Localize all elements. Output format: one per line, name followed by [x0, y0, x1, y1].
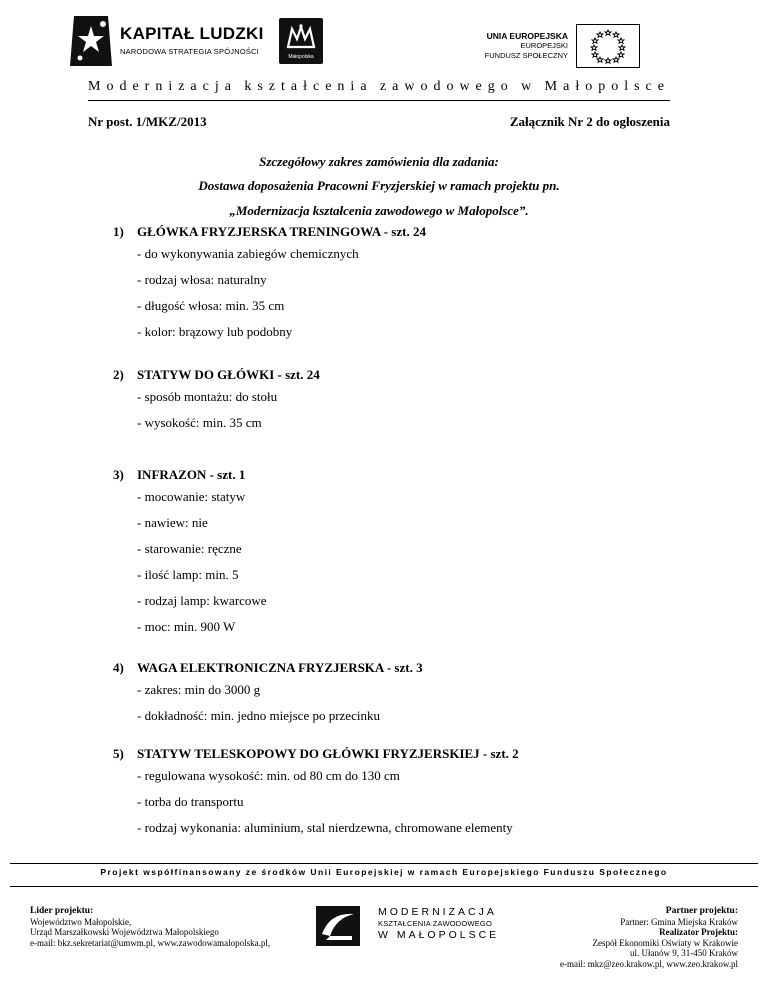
- item-spec: - rodzaj lamp: kwarcowe: [137, 593, 267, 608]
- partner-line: e-mail: mkz@zeo.krakow.pl, www.zeo.krakow.pl: [560, 958, 738, 969]
- item-spec: - rodzaj wykonania: aluminium, stal nierdzewna, chromowane elementy: [137, 820, 513, 835]
- banner-word: Modernizacja: [88, 79, 237, 94]
- item-spec: - długość włosa: min. 35 cm: [137, 298, 285, 313]
- ue-logo-text: [485, 31, 568, 61]
- intro-line-2: Dostawa doposażenia Pracowni Fryzjerskiej w ramach projektu pn.: [198, 178, 560, 193]
- intro-line-3: „Modernizacja kształcenia zawodowego w Małopolsce”.: [229, 203, 529, 218]
- item-spec: - rodzaj włosa: naturalny: [137, 272, 267, 287]
- item-title: [113, 467, 245, 483]
- partner-line: Realizator Projektu:: [659, 927, 738, 937]
- item-title-text: INFRAZON - szt. 1: [137, 467, 246, 482]
- item-spec: - moc: min. 900 W: [137, 619, 236, 634]
- partner-line: Zespół Ekonomiki Oświaty w Krakowie: [592, 937, 738, 948]
- item-spec: - dokładność: min. jedno miejsce po przecinku: [137, 708, 380, 723]
- footer-cofinancing-banner: Projekt współfinansowany ze środków Unii Europejskiej w ramach Europejskiego Funduszu Społecznego: [100, 867, 668, 877]
- item-spec: - mocowanie: statyw: [137, 489, 246, 504]
- ue-line-2: EUROPEJSKI: [520, 41, 568, 50]
- item-title: [113, 367, 320, 383]
- item-spec: - zakres: min do 3000 g: [137, 682, 261, 697]
- item-spec: - do wykonywania zabiegów chemicznych: [137, 246, 359, 261]
- banner-word: zawodowego: [379, 79, 514, 94]
- item-spec: - ilość lamp: min. 5: [137, 567, 239, 582]
- item-spec: - sposób montażu: do stołu: [137, 389, 278, 404]
- malopolska-logo: [279, 18, 323, 64]
- item-spec: - wysokość: min. 35 cm: [137, 415, 262, 430]
- item-spec: - torba do transportu: [137, 794, 244, 809]
- item-number: 4): [113, 660, 124, 675]
- partner-line: ul. Ułanów 9, 31-450 Kraków: [630, 948, 738, 958]
- item-title-text: GŁÓWKA FRYZJERSKA TRENINGOWA - szt. 24: [137, 224, 426, 239]
- mkz-logo-text: [378, 906, 499, 941]
- item-number: 5): [113, 746, 124, 761]
- banner-word: kształcenia: [244, 79, 373, 94]
- ue-line-3: FUNDUSZ SPOŁECZNY: [484, 51, 568, 60]
- item-spec: - kolor: brązowy lub podobny: [137, 324, 293, 339]
- project-leader: [30, 906, 270, 948]
- project-banner: [88, 79, 670, 95]
- footer-divider-bottom: [10, 886, 758, 887]
- kapital-ludzki-subtitle: NARODOWA STRATEGIA SPÓJNOŚCI: [120, 47, 259, 56]
- item-number: 3): [113, 467, 124, 482]
- intro-line-1: Szczegółowy zakres zamówienia dla zadania:: [259, 154, 499, 169]
- attachment-label: Załącznik Nr 2 do ogłoszenia: [509, 114, 670, 129]
- item-number: 1): [113, 224, 124, 239]
- item-spec: - regulowana wysokość: min. od 80 cm do 130 cm: [137, 768, 400, 783]
- item-title-text: STATYW TELESKOPOWY DO GŁÓWKI FRYZJERSKIEJ - szt. 2: [137, 746, 519, 761]
- eu-flag-icon: [576, 24, 640, 68]
- banner-word: w: [521, 79, 538, 94]
- item-title-text: STATYW DO GŁÓWKI - szt. 24: [137, 367, 320, 382]
- lider-line: Urząd Marszałkowski Województwa Małopolskiego: [30, 927, 219, 937]
- lider-line: e-mail: bkz.sekretariat@umwm.pl, www.zawodowamalopolska.pl,: [30, 937, 271, 948]
- lider-line: Województwo Małopolskie,: [30, 916, 132, 927]
- header-divider: [88, 100, 670, 101]
- footer-divider-top: [10, 863, 758, 864]
- item-spec: - starowanie: ręczne: [137, 541, 242, 556]
- lider-heading: Lider projektu:: [30, 906, 94, 916]
- kapital-ludzki-star-icon: [68, 14, 114, 68]
- banner-word: Małopolsce: [544, 79, 670, 94]
- item-title-text: WAGA ELEKTRONICZNA FRYZJERSKA - szt. 3: [137, 660, 423, 675]
- item-title: [113, 660, 423, 676]
- kapital-ludzki-logo: [68, 14, 288, 72]
- partner-line: Partner: Gmina Miejska Kraków: [620, 916, 738, 927]
- item-number: 2): [113, 367, 124, 382]
- ue-line-1: UNIA EUROPEJSKA: [486, 31, 568, 41]
- malopolska-label: Małopolska: [288, 54, 314, 60]
- item-title: [113, 224, 426, 240]
- partner-heading: Partner projektu:: [665, 906, 738, 916]
- mkz-line-1: MODERNIZACJA: [378, 906, 497, 918]
- post-number: Nr post. 1/MKZ/2013: [88, 114, 207, 129]
- mkz-line-3: W MAŁOPOLSCE: [378, 929, 500, 941]
- item-title: [113, 746, 519, 762]
- mkz-line-2: KSZTAŁCENIA ZAWODOWEGO: [378, 919, 492, 928]
- mkz-logo-icon: [316, 906, 360, 946]
- kapital-ludzki-title: KAPITAŁ LUDZKI: [120, 24, 264, 43]
- project-partner: [560, 906, 738, 969]
- item-spec: - nawiew: nie: [137, 515, 208, 530]
- malopolska-emblem-icon: [285, 23, 317, 51]
